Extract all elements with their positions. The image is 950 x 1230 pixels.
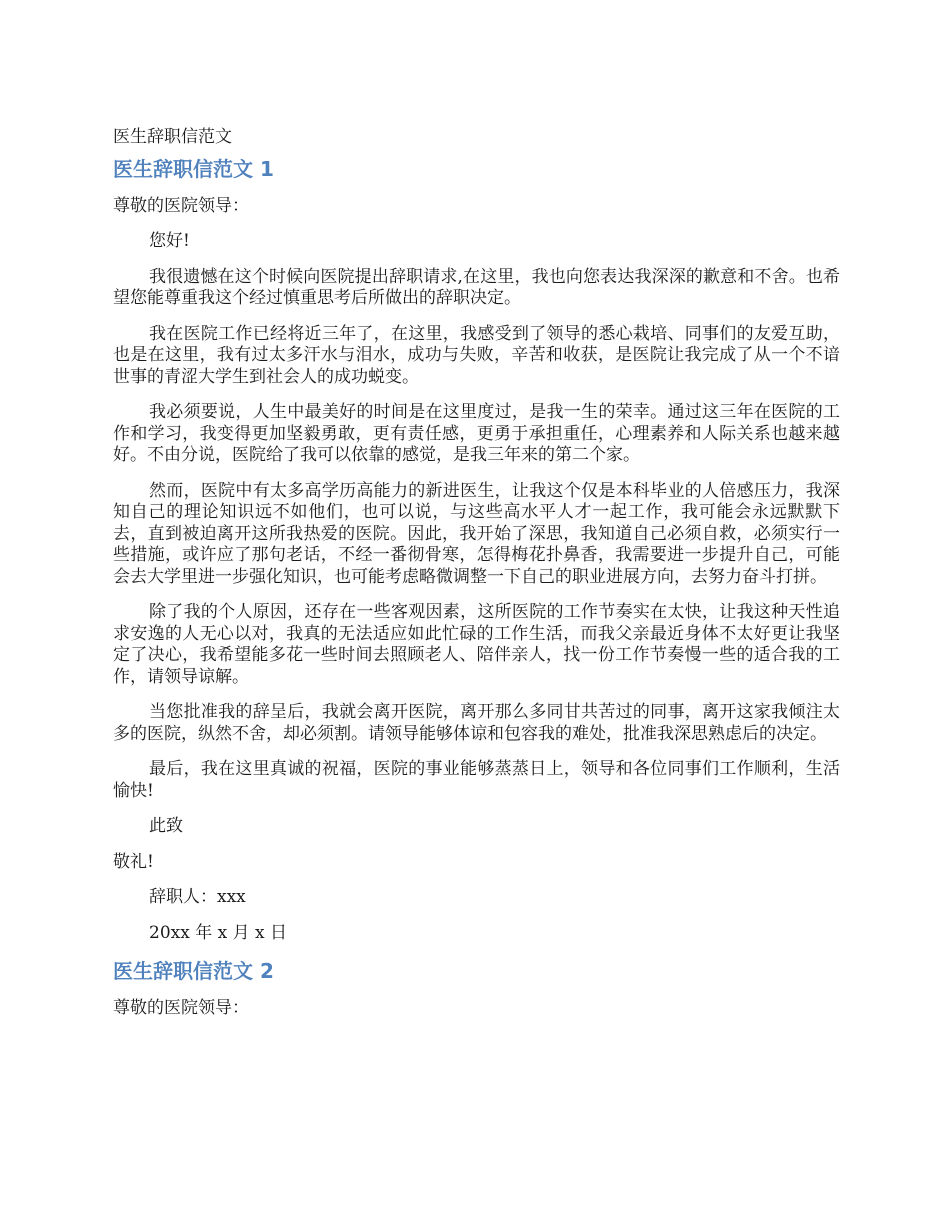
salutation-2: 尊敬的医院领导： [113, 998, 249, 1018]
paragraph-1: 我很遗憾在这个时候向医院提出辞职请求,在这里，我也向您表达我深深的歉意和不舍。也希望您能尊重我这个经过慎重思考后所做出的辞职决定。 [113, 266, 840, 308]
closing: 此致 [149, 816, 183, 836]
document-page [113, 126, 840, 1033]
paragraph-2: 我在医院工作已经将近三年了，在这里，我感受到了领导的悉心栽培、同事们的友爱互助，也是在这里，我有过太多汗水与泪水，成功与失败，辛苦和收获，是医院让我完成了从一个不谙世事的青涩大学生到社会人的成功蜕变。 [113, 323, 840, 387]
section-heading-2: 医生辞职信范文 2 [113, 959, 274, 983]
letter-section-1 [113, 156, 840, 944]
paragraph-4: 然而，医院中有太多高学历高能力的新进医生，让我这个仅是本科毕业的人倍感压力，我深知自己的理论知识远不如他们，也可以说，与这些高水平人才一起工作，我可能会永远默默下去，直到被迫离开这所我热爱的医院。因此，我开始了深思，我知道自己必须自救，必须实行一些措施，或许应了那句老话，不经一番彻骨寒，怎得梅花扑鼻香，我需要进一步提升自己，可能会去大学里进一步强化知识，也可能考虑略微调整一下自己的职业进展方向，去努力奋斗打拼。 [113, 480, 840, 587]
paragraph-3: 我必须要说，人生中最美好的时间是在这里度过，是我一生的荣幸。通过这三年在医院的工作和学习，我变得更加坚毅勇敢，更有责任感，更勇于承担重任，心理素养和人际关系也越来越好。不由分说，医院给了我可以依靠的感觉，是我三年来的第二个家。 [113, 402, 840, 465]
letter-section-2 [113, 958, 840, 1019]
paragraph-6: 当您批准我的辞呈后，我就会离开医院，离开那么多同甘共苦过的同事，离开这家我倾注太多的医院，纵然不舍，却必须割。请领导能够体谅和包容我的难处，批准我深思熟虑后的决定。 [113, 702, 840, 744]
paragraph-5: 除了我的个人原因，还存在一些客观因素，这所医院的工作节奏实在太快，让我这种天性追求安逸的人无心以对，我真的无法适应如此忙碌的工作生活，而我父亲最近身体不太好更让我坚定了决心，我希望能多花一些时间去照顾老人、陪伴亲人，找一份工作节奏慢一些的适合我的工作，请领导谅解。 [113, 602, 840, 687]
paragraph-7: 最后，我在这里真诚的祝福，医院的事业能够蒸蒸日上，领导和各位同事们工作顺利，生活愉快! [113, 759, 840, 801]
signature: 辞职人：xxx [149, 887, 246, 907]
greeting: 您好! [149, 231, 190, 251]
section-heading-1: 医生辞职信范文 1 [113, 157, 274, 181]
date: 20xx 年 x 月 x 日 [149, 922, 288, 943]
regards: 敬礼! [113, 851, 154, 872]
document-title: 医生辞职信范文 [113, 127, 232, 147]
salutation: 尊敬的医院领导： [113, 196, 249, 216]
